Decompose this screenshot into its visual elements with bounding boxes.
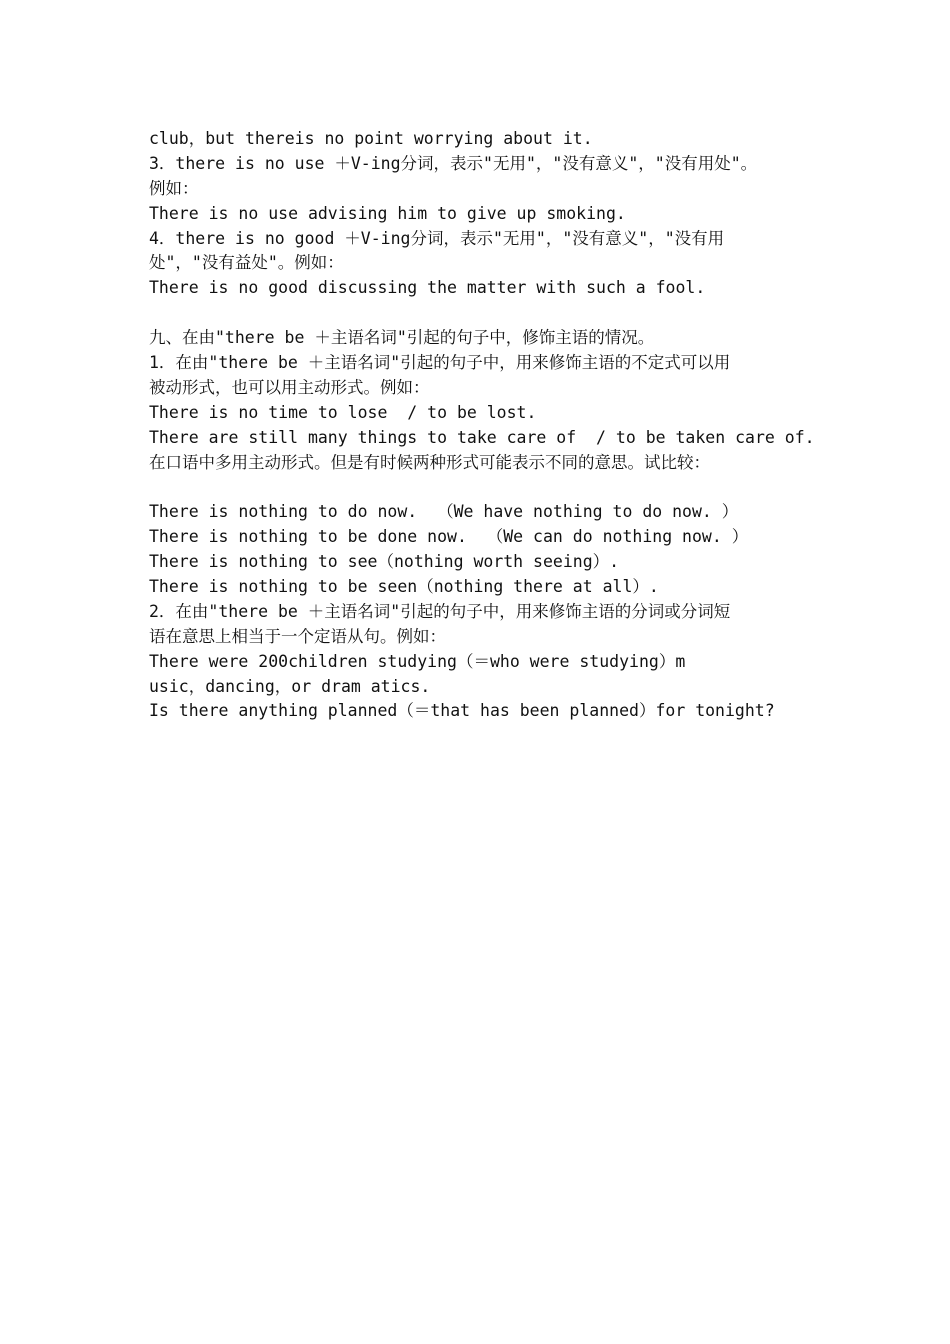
text-line: There is nothing to see（nothing worth seeing）. bbox=[149, 552, 620, 572]
text-line: There is nothing to do now. （We have nothing to do now. ） bbox=[149, 502, 739, 522]
text-line: There is no good discussing the matter with such a fool. bbox=[149, 278, 706, 298]
text-line: 语在意思上相当于一个定语从句。例如： bbox=[149, 626, 446, 646]
blank-line bbox=[149, 475, 829, 500]
text-line: 例如： bbox=[149, 178, 199, 198]
text-line: usic，dancing，or dram atics. bbox=[149, 676, 431, 696]
blank-line bbox=[149, 301, 829, 326]
text-line: There is no use advising him to give up smoking. bbox=[149, 203, 626, 223]
text-line: There is nothing to be seen（nothing there at all）. bbox=[149, 577, 659, 597]
document-body bbox=[149, 127, 829, 724]
text-line: 在口语中多用主动形式。但是有时候两种形式可能表示不同的意思。试比较： bbox=[149, 452, 710, 472]
text-line: club，but thereis no point worrying about it. bbox=[149, 129, 593, 148]
text-line: 4．there is no good ＋V-ing分词，表示"无用"，"没有意义"，"没有用 bbox=[149, 228, 725, 248]
text-line: There were 200children studying（＝who were studying）m bbox=[149, 651, 686, 671]
text-line: There is nothing to be done now. （We can do nothing now. ） bbox=[149, 527, 749, 547]
text-line: 2．在由"there be ＋主语名词"引起的句子中，用来修饰主语的分词或分词短 bbox=[149, 601, 731, 621]
text-line: Is there anything planned（＝that has been planned）for tonight? bbox=[149, 701, 775, 721]
text-line: There is no time to lose / to be lost. bbox=[149, 402, 537, 422]
text-line: 处"，"没有益处"。例如： bbox=[149, 253, 344, 273]
text-line: There are still many things to take care of / to be taken care of. bbox=[149, 427, 815, 447]
text-line: 被动形式，也可以用主动形式。例如： bbox=[149, 377, 430, 397]
text-line: 3．there is no use ＋V-ing分词，表示"无用"，"没有意义"，"没有用处"。 bbox=[149, 153, 758, 173]
section-heading: 九、在由"there be ＋主语名词"引起的句子中，修饰主语的情况。 bbox=[149, 328, 655, 348]
text-line: 1．在由"there be ＋主语名词"引起的句子中，用来修饰主语的不定式可以用 bbox=[149, 353, 731, 373]
